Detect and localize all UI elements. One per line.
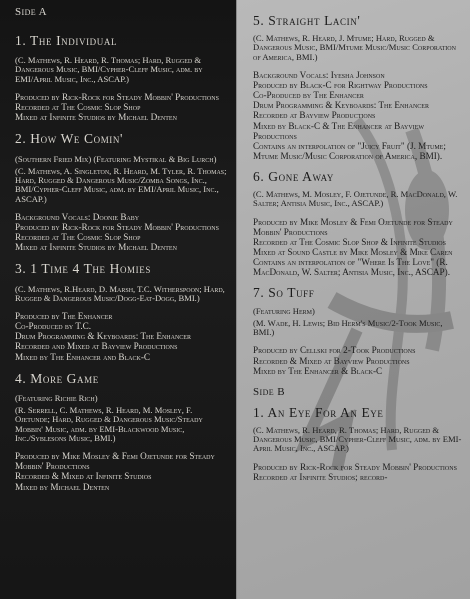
info-line: Recorded at The Cosmic Slop Shop & Infinite Studios bbox=[253, 236, 446, 247]
track-title: 2. How We Comin' bbox=[15, 131, 124, 147]
info-line: Mixed at Infinite Studios by Michael Denten bbox=[15, 112, 177, 123]
track-credits: (C. Mathews, R.Heard, D. Marsh, T.C. Witherspoon; Hard, Rugged & Dangerous Music/Dogg-Eat-Dogg, BMI.) bbox=[15, 283, 225, 303]
info-line: Co-Produced by The Enhancer bbox=[253, 90, 364, 101]
info-line: Recorded at Infinite Studios; record- bbox=[253, 471, 388, 482]
track-subtitle: (Southern Fried Mix) (Featuring Mystikal & Big Lurch) bbox=[15, 153, 217, 164]
info-line: Produced by Rick-Rock for Steady Mobbin' Productions bbox=[253, 461, 457, 472]
track-credits: (C. Mathews, R. Heard, R. Thomas; Hard, Rugged & Dangerous Music, BMI/Cypher-Cleff Music, adm. by EMI/April Music, Inc., ASCAP.) bbox=[15, 55, 203, 84]
info-line: Produced by Rick-Rock for Steady Mobbin' Productions bbox=[15, 222, 219, 233]
track-3 bbox=[15, 262, 227, 361]
info-line: Produced by Black-C for Rightway Productions bbox=[253, 80, 428, 91]
track-title: 5. Straight Lacin' bbox=[253, 13, 361, 28]
info-line: Mixed by Black-C & The Enhancer at Bayview Productions bbox=[253, 120, 424, 141]
info-line: Produced by Rick-Rock for Steady Mobbin' Productions bbox=[15, 92, 219, 103]
track-title: 7. So Tuff bbox=[253, 285, 315, 301]
track-title: 1. An Eye For An Eye bbox=[253, 404, 384, 420]
track-title: 6. Gone Away bbox=[253, 169, 334, 184]
track-title: 3. 1 Time 4 The Homies bbox=[15, 261, 151, 277]
info-line: Mixed by The Enhancer and Black-C bbox=[15, 351, 151, 362]
right-column bbox=[237, 0, 470, 599]
track-credits: (R. Serrell, C. Mathews, R. Heard, M. Mosley, F. Ojetunde; Hard, Rugged & Dangerous Music/Steady Mobbin' Music, adm. by EMI-Blackwood Music, Inc./Syblesons Music, BMI.) bbox=[15, 405, 203, 443]
track-subtitle: (Featuring Richie Rich) bbox=[15, 392, 98, 403]
track-production-info bbox=[253, 217, 464, 278]
side-b-track-1 bbox=[253, 406, 464, 482]
track-credits: (C. Mathews, R. Heard, J. Mtume; Hard, Rugged & Dangerous Music, BMI/Mtume Music/Music Corporation of America, BMI.) bbox=[253, 33, 456, 62]
track-production-info bbox=[15, 92, 227, 122]
track-title: 1. The Individual bbox=[15, 33, 118, 48]
track-2 bbox=[15, 132, 227, 252]
track-7 bbox=[253, 286, 464, 375]
info-line: Drum Programming & Keyboards: The Enhancer bbox=[15, 331, 191, 342]
track-production-info bbox=[15, 212, 227, 252]
info-line: Mixed by The Enhancer & Black-C bbox=[253, 365, 383, 376]
info-line: Recorded at Bayview Productions bbox=[253, 110, 376, 121]
info-line: Contains an interpolation of "Juicy Fruit" (J. Mtume; Mtume Music/Music Corporation of America, BMI). bbox=[253, 140, 446, 161]
track-credits: (C. Mathews, A. Singleton, R. Heard, M. Tyler, R. Thomas; Hard, Rugged & Dangerous Music/Zomba Songs, Inc., BMI/Cypher-Cleff Music, adm. by EMI/April Music, Inc., ASCAP.) bbox=[15, 165, 227, 204]
track-5 bbox=[253, 14, 464, 161]
info-line: Drum Programming & Keyboards: The Enhancer bbox=[253, 100, 429, 111]
info-line: Recorded & Mixed at Bayview Productions bbox=[253, 355, 410, 366]
info-line: Mixed at Infinite Studios by Michael Denten bbox=[15, 242, 177, 253]
track-credits: (M. Wade, H. Lewis; Bid Herm's Music/2-Took Music, BMI.) bbox=[253, 317, 443, 338]
right-column-content bbox=[245, 14, 464, 482]
info-line: Background Vocals: Iyesha Johnson bbox=[253, 70, 385, 81]
track-6 bbox=[253, 170, 464, 277]
track-production-info bbox=[253, 345, 464, 375]
info-line: Co-Produced by T.C. bbox=[15, 321, 92, 332]
track-credits: (C. Mathews, R. Heard, R. Thomas; Hard, Rugged & Dangerous Music, BMI/Cypher-Cleff Music, adm. by EMI-April Music, Inc., ASCAP.) bbox=[253, 424, 462, 454]
info-line: Produced by Mike Mosley & Femi Ojetunde for Steady Mobbin' Productions bbox=[253, 216, 453, 237]
info-line: Recorded and Mixed at Bayview Productions bbox=[15, 341, 178, 352]
track-production-info bbox=[15, 451, 227, 491]
info-line: Recorded & Mixed at Infinite Studios bbox=[15, 471, 152, 482]
info-line: Produced by The Enhancer bbox=[15, 311, 113, 322]
info-line: Background Vocals: Doonie Baby bbox=[15, 211, 140, 222]
side-b-label: Side B bbox=[253, 385, 285, 398]
info-line: Mixed at Sound Castle by Mike Mosley & Mike Caren bbox=[253, 247, 453, 258]
info-line: Mixed by Michael Denten bbox=[15, 481, 110, 492]
track-4 bbox=[15, 372, 227, 492]
track-production-info bbox=[253, 70, 464, 161]
info-line: Produced by Mike Mosley & Femi Ojetunde for Steady Mobbin' Productions bbox=[15, 451, 215, 472]
track-1 bbox=[15, 34, 227, 122]
track-production-info bbox=[15, 311, 227, 362]
info-line: Produced by Cellski for 2-Took Productions bbox=[253, 345, 416, 356]
track-title: 4. More Game bbox=[15, 370, 99, 386]
track-credits: (C. Mathews, M. Mosley, F. Ojetunde, R. MacDonald, W. Salter; Antisia Music, Inc., ASCAP.) bbox=[253, 189, 458, 209]
track-subtitle: (Featuring Herm) bbox=[253, 305, 315, 316]
track-production-info bbox=[253, 462, 464, 482]
info-line: Recorded at The Cosmic Slop Shop bbox=[15, 232, 141, 243]
info-line: Recorded at The Cosmic Slop Shop bbox=[15, 102, 141, 113]
side-a-label: Side A bbox=[15, 6, 47, 18]
info-line: Contains an interpolation of "Where Is The Love" (R. MacDonald, W. Salter; Antisia Music, Inc., ASCAP). bbox=[253, 257, 450, 278]
